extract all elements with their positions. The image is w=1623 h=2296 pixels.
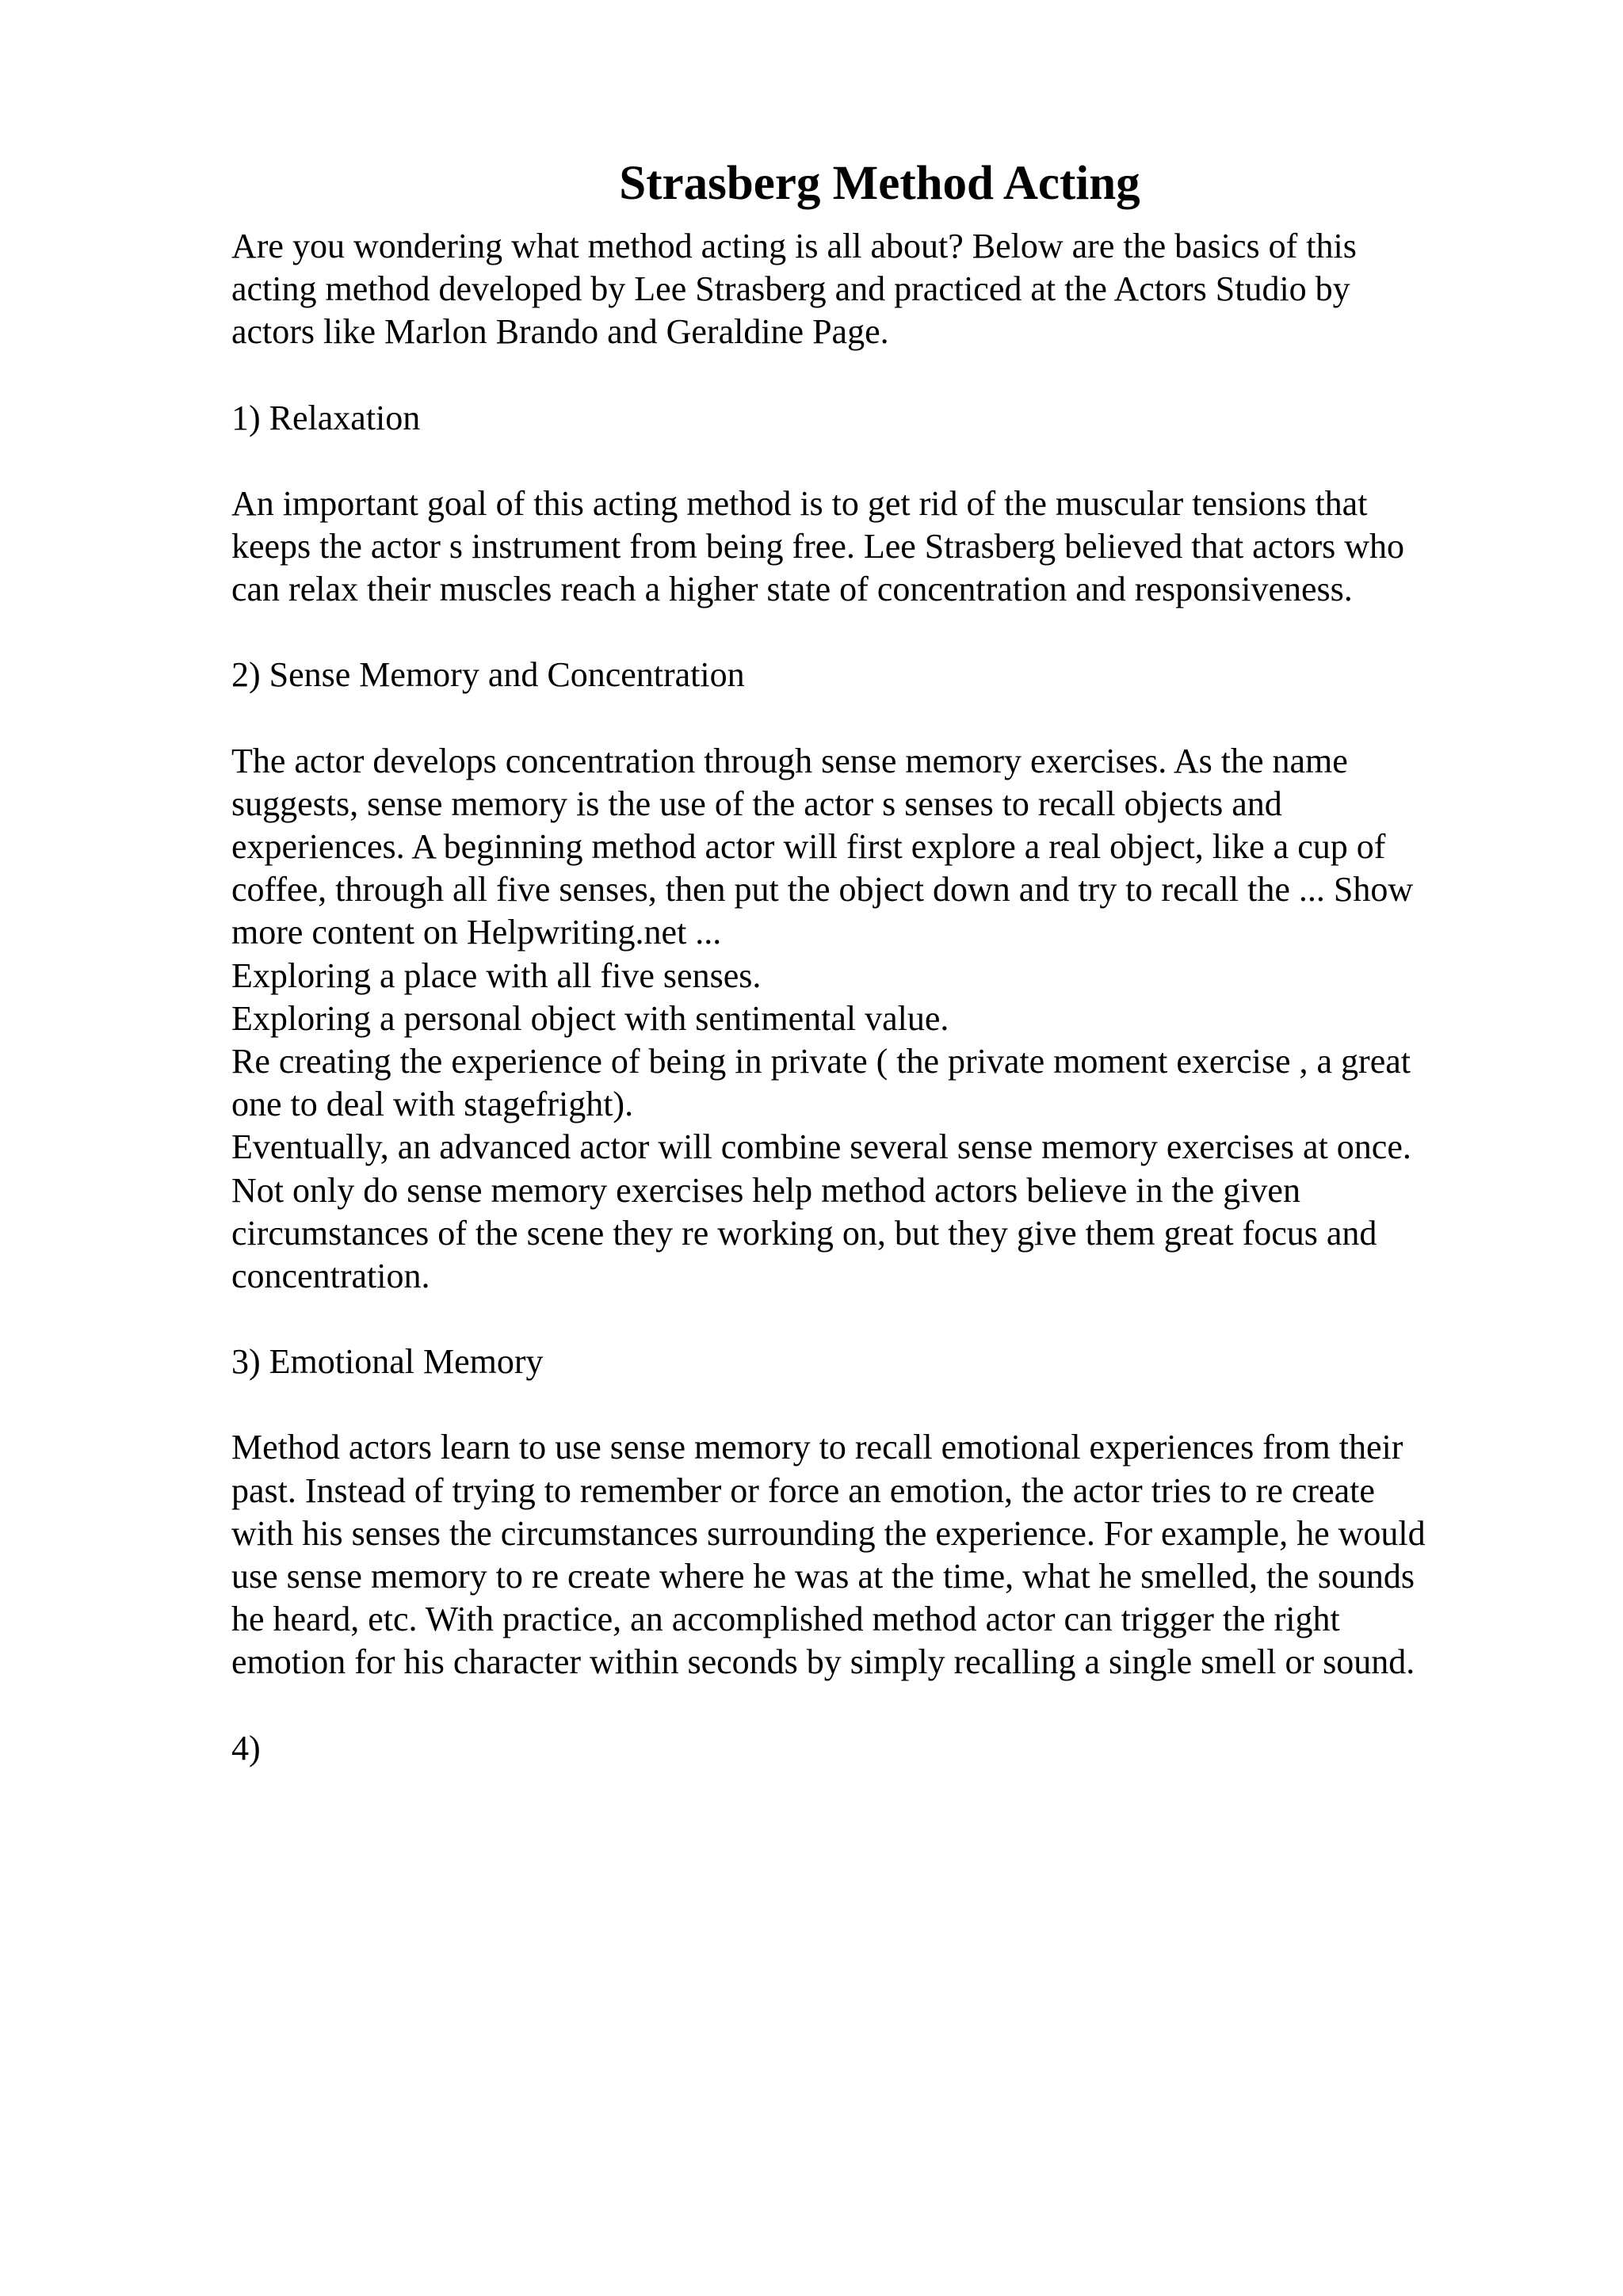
paragraph-spacer <box>231 354 1515 397</box>
emotional-memory-paragraph <box>231 1426 1515 1684</box>
paragraph-spacer <box>231 440 1515 482</box>
heading-four <box>231 1727 1515 1770</box>
text-line: Method actors learn to use sense memory to recall emotional experiences from their <box>231 1428 1403 1467</box>
text-line: use sense memory to re create where he was at the time, what he smelled, the sounds <box>231 1557 1415 1596</box>
text-line: experiences. A beginning method actor will first explore a real object, like a cup of <box>231 827 1386 867</box>
text-line: Re creating the experience of being in private ( the private moment exercise , a great <box>231 1042 1411 1081</box>
text-line: emotion for his character within seconds by simply recalling a single smell or sound. <box>231 1642 1415 1682</box>
text-line: Exploring a place with all five senses. <box>231 955 762 995</box>
intro-paragraph <box>231 225 1515 354</box>
text-line: Eventually, an advanced actor will combine several sense memory exercises at once. <box>231 1127 1411 1167</box>
text-line: circumstances of the scene they re working on, but they give them great focus and <box>231 1213 1377 1253</box>
paragraph-spacer <box>231 1684 1515 1727</box>
document-body <box>231 225 1515 1770</box>
text-line: 1) Relaxation <box>231 398 421 437</box>
heading-emotional-memory <box>231 1341 1515 1383</box>
text-line: 3) Emotional Memory <box>231 1342 544 1382</box>
paragraph-spacer <box>231 1298 1515 1341</box>
text-line: past. Instead of trying to remember or force an emotion, the actor tries to re create <box>231 1470 1375 1510</box>
heading-sense-memory <box>231 654 1515 696</box>
paragraph-spacer <box>231 1383 1515 1426</box>
text-line: more content on Helpwriting.net ... <box>231 913 722 952</box>
text-line: Are you wondering what method acting is all about? Below are the basics of this <box>231 227 1357 265</box>
text-line: suggests, sense memory is the use of the actor s senses to recall objects and <box>231 784 1282 823</box>
text-line: concentration. <box>231 1257 430 1296</box>
relaxation-paragraph <box>231 482 1515 612</box>
text-line: acting method developed by Lee Strasberg and practiced at the Actors Studio by <box>231 269 1350 309</box>
document-page <box>231 143 1515 1770</box>
text-line: An important goal of this acting method is to get rid of the muscular tensions that <box>231 483 1368 523</box>
text-line: can relax their muscles reach a higher state of concentration and responsiveness. <box>231 570 1353 609</box>
text-line: 2) Sense Memory and Concentration <box>231 655 745 695</box>
text-line: coffee, through all five senses, then put the object down and try to recall the ... Show <box>231 870 1414 910</box>
paragraph-spacer <box>231 697 1515 740</box>
text-line: The actor develops concentration through sense memory exercises. As the name <box>231 741 1348 780</box>
text-line: he heard, etc. With practice, an accomplished method actor can trigger the right <box>231 1600 1340 1639</box>
text-line: 4) <box>231 1728 261 1768</box>
text-line: one to deal with stagefright). <box>231 1085 634 1124</box>
text-line: keeps the actor s instrument from being free. Lee Strasberg believed that actors who <box>231 527 1405 566</box>
text-line: Exploring a personal object with sentimental value. <box>231 998 949 1038</box>
paragraph-spacer <box>231 611 1515 654</box>
heading-relaxation <box>231 397 1515 440</box>
text-line: actors like Marlon Brando and Geraldine Page. <box>231 312 889 352</box>
sense-memory-paragraph <box>231 740 1515 1299</box>
text-line: Not only do sense memory exercises help method actors believe in the given <box>231 1170 1300 1210</box>
text-line: with his senses the circumstances surrounding the experience. For example, he would <box>231 1513 1426 1553</box>
page-title: Strasberg Method Acting <box>619 157 1140 210</box>
